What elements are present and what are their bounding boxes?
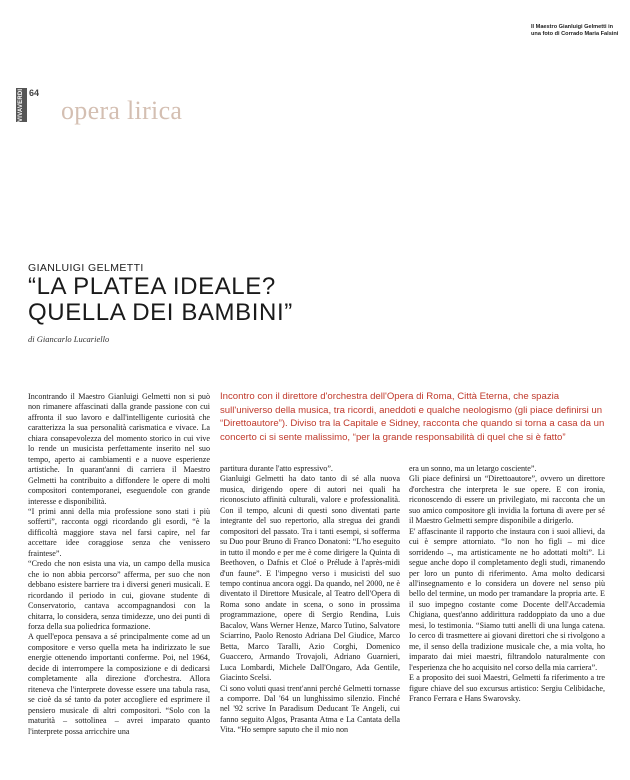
paragraph: Gianluigi Gelmetti ha dato tanto di sé alla nuova musica, dirigendo opere di autori nei quali ha riconosciuto affinità culturali, valore e professionalità. Con il tempo, alcuni di questi sono diventati parte integrante del suo repertorio, alla stregua dei grandi compositori del passato. Tra i tanti esempi, si sofferma su Duo pour Bruno di Franco Donatoni: “L'ho eseguito in tutto il mondo e per me è come dirigere la Quinta di Beethoven, o Dafnis et Cloé o Prélude à l'après-midi d'un faune”. E l'impegno verso i musicisti del suo tempo continua ancora oggi. Da quando, nel 2000, ne è diventato il Direttore Musicale, al Teatro dell'Opera di Roma sono andate in scena, o sono in prossima programmazione, opere di Sergio Rendina, Luis Bacalov, Wans Werner Henze, Marco Tutino, Salvatore Sciarrino, Paolo Renosto Adriana Del Giudice, Marco Betta, Marco Taralli, Azio Corghi, Domenico Guaccero, Armando Trovajoli, Adriano Guarnieri, Luca Lombardi, Michele Dall'Ongaro, Ada Gentile, Giacinto Scelsi. <box>220 474 400 683</box>
article-kicker: GIANLUIGI GELMETTI <box>28 262 144 274</box>
article-lead: Incontro con il direttore d'orchestra dell'Opera di Roma, Città Eterna, che spazia sull'universo della musica, tra ricordi, aneddoti e qualche neologismo (gli piace definirsi un “Direttoautore”). Diviso tra la Capitale e Sidney, racconta che quando si torna a casa da un concerto ci si sente malissimo, “per la grande responsabilità di quel che si è fatto” <box>220 391 605 443</box>
magazine-name: VIVAVERDI <box>16 88 27 122</box>
section-title: opera lirica <box>61 96 183 125</box>
section-tab <box>15 88 47 122</box>
article-byline: di Giancarlo Lucariello <box>28 334 110 344</box>
page-number: 64 <box>29 88 40 98</box>
article-headline <box>28 274 448 326</box>
body-column-3 <box>409 464 605 774</box>
paragraph: E a proposito dei suoi Maestri, Gelmetti fa riferimento a tre figure chiave del suo excursus artistico: Sergiu Celibidache, Franco Ferrara e Hans Swarovsky. <box>409 673 605 703</box>
photo-credit: Il Maestro Gianluigi Gelmetti in una foto di Corrado Maria Falsini <box>531 24 619 37</box>
paragraph: A quell'epoca pensava a sé principalmente come ad un compositore e verso quella meta ha indirizzato le sue energie ottenendo importanti conferme. Poi, nel 1964, decide di interrompere la composizione e di dedicarsi completamente alla direzione d'orchestra. Allora riteneva che l'interprete dovesse essere una tabula rasa, se cioè da sé tanto da poter accogliere ed esprimere il pensiero musicale di altri compositori. “Solo con la maturità – sottolinea – avrei imparato quanto l'interprete possa arricchire una <box>28 632 210 736</box>
paragraph: “I primi anni della mia professione sono stati i più sofferti”, racconta oggi ricordando gli esordi, “è la difficoltà maggiore stava nel farsi capire, nel far accettare idee coraggiose senza che venissero fraintese”. <box>28 506 210 558</box>
body-column-1 <box>28 392 210 772</box>
headline-line-2: QUELLA DEI BAMBINI” <box>28 299 293 326</box>
headline-line-1: “LA PLATEA IDEALE? <box>28 273 276 300</box>
paragraph: Ci sono voluti quasi trent'anni perché Gelmetti tornasse a comporre. Dal '64 un lunghissimo silenzio. Finché nel '92 scrive In Paradisum Deducant Te Angeli, cui fanno seguito Algos, Prasanta Atma e La Cantata della Vita. “Ho sempre saputo che il mio non <box>220 683 400 735</box>
paragraph: Gli piace definirsi un “Direttoautore”, ovvero un direttore d'orchestra che interpreta le sue opere. E con ironia, riconoscendo di essere un privilegiato, mi racconta che un suo amico compositore gli invidia la fortuna di avere per sé il Maestro Gelmetti sempre disponibile a dirigerlo. <box>409 474 605 526</box>
body-column-2 <box>220 464 400 774</box>
paragraph: partitura durante l'atto espressivo”. <box>220 464 333 473</box>
paragraph: era un sonno, ma un letargo cosciente”. <box>409 464 537 473</box>
paragraph: Incontrando il Maestro Gianluigi Gelmetti non si può non rimanere affascinati dalla grande passione con cui affronta il suo lavoro e dall'intelligente curiosità che caratterizza la sua personalità carismatica e vivace. La chiara consapevolezza del momento storico in cui vive lo rende un musicista perfettamente inserito nel suo tempo, aperto ai cambiamenti e a nuove esperienze artistiche. In quarant'anni di carriera il Maestro Gelmetti ha contribuito a diffondere le opere di molti compositori contemporanei, eseguendole con grande interesse e disponibilità. <box>28 392 210 506</box>
paragraph: E' affascinante il rapporto che instaura con i suoi allievi, da cui è sempre attorniato. “Io non ho figli – mi dice sorridendo –, ma artisticamente ne ho adottati molti”. Li segue anche dopo il completamento degli studi, rimanendo per loro un punto di riferimento. Ama molto dedicarsi all'insegnamento e lo considera un dovere nel senso più bello del termine, un modo per tramandare la propria arte. E il suo impegno costante come Docente dell'Accademia Chigiana, quest'anno addirittura raddoppiato da uno a due mesi, lo testimonia. “Siamo tutti anelli di una lunga catena. Io cerco di trasmettere ai giovani direttori che si rivolgono a me, il senso della tradizione musicale che, a mia volta, ho imparato dai miei maestri, filtrandolo naturalmente con l'esperienza che ho acquisito nel corso della mia carriera”. <box>409 526 605 672</box>
paragraph: “Credo che non esista una via, un campo della musica che io non abbia percorso” afferma, per suo che non debbano esistere barriere tra i diversi generi musicali. E ricordando il periodo in cui, giovane studente di Conservatorio, cantava accompagnandosi con la chitarra, lo considera, senza timidezze, uno dei punti di forza della sua poliedrica formazione. <box>28 559 210 631</box>
